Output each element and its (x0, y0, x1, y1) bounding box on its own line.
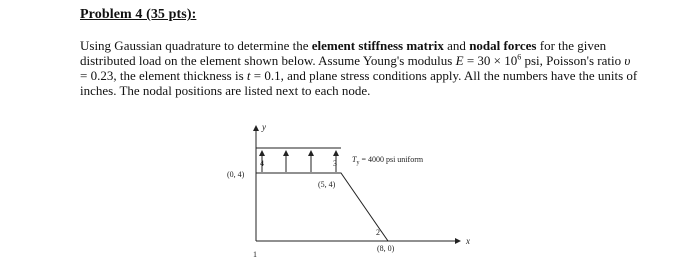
node-label-4: 4 (260, 159, 264, 168)
node-label-2: 2 (376, 228, 380, 237)
statement-text-3: for the given distributed load on the element shown below. Assume Young's modulus (80, 38, 607, 68)
statement-text-4: psi, Poisson's ratio (521, 53, 625, 68)
node-label-3: 3 (333, 159, 337, 168)
coord-label-node-3: (5, 4) (318, 180, 336, 189)
node-label-1: 1 (253, 250, 257, 259)
statement-text-1: Using Gaussian quadrature to determine the (80, 38, 312, 53)
statement-text-2: and (443, 38, 470, 53)
youngs-modulus-symbol: E (455, 53, 464, 68)
bold-nodal-forces: nodal forces (469, 38, 537, 53)
coord-label-node-4: (0, 4) (227, 170, 245, 179)
bold-element-stiffness-matrix: element stiffness matrix (311, 38, 444, 53)
poisson-ratio-value: = 0.23, the element thickness is (80, 68, 247, 83)
youngs-modulus-value: = 30 × 10 (463, 53, 518, 68)
y-axis-label: y (262, 122, 266, 132)
youngs-modulus-exponent: 6 (517, 52, 522, 62)
coord-label-node-2: (8, 0) (377, 244, 395, 253)
problem-title: Problem 4 (35 pts): (80, 7, 197, 22)
thickness-symbol: t (246, 68, 251, 83)
poisson-ratio-symbol: υ (624, 53, 631, 68)
x-axis-label: x (466, 236, 470, 246)
load-label: $T_y = 4000$ psi uniform (352, 155, 424, 166)
statement-text-5: = 0.1, and plane stress conditions apply. All the numbers have the units of inches. The nodal positions are listed next to each node. (80, 68, 638, 98)
